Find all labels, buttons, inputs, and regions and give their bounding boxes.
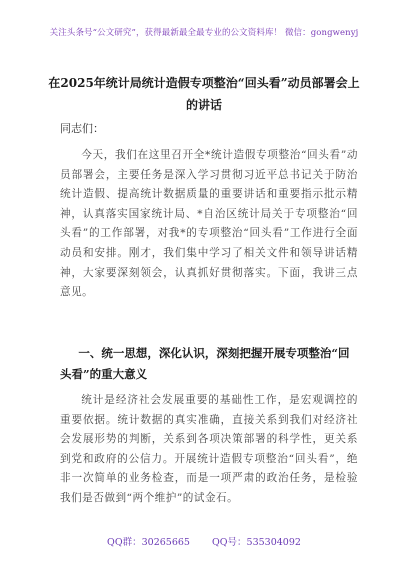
greeting: 同志们： (60, 122, 104, 135)
promo-banner: 关注头条号“公文研究”，获得最新最全最专业的公文资料库！ 微信：gongwenyj (49, 28, 359, 38)
qq-group-text: QQ群：30265665 (107, 537, 190, 548)
qq-number-text: QQ号：535304092 (211, 537, 301, 548)
body-paragraph-2: 统计是经济社会发展重要的基础性工作，是宏观调控的重要依据。统计数据的真实准确，直接关系到我们对经济社会发展形势的判断，关系到各项决策部署的科学性，更关系到党和政府的公信力。开展统计造假专项整治“回头看”，绝非一次简单的业务检查，而是一项严肃的政治任务，是检验我们是否做到“两个维护”的试金石。 (60, 394, 358, 504)
section-heading-1: 一、统一思想，深化认识，深刻把握开展专项整治“回头看”的重大意义 (60, 346, 350, 381)
footer-contact (0, 534, 408, 548)
body-paragraph-1: 今天，我们在这里召开全*统计造假专项整治“回头看”动员部署会，主要任务是深入学习贯彻习近平总书记关于防治统计造假、提高统计数据质量的重要讲话和重要指示批示精神，认真落实国家统计局、*自治区统计局关于专项整治“回头看”的工作部署，对我*的专项整治“回头看”工作进行全面动员和安排。刚才，我们集中学习了相关文件和领导讲话精神，大家要深刻领会，认真抓好贯彻落实。下面，我讲三点意见。 (60, 149, 358, 299)
document-title: 在2025年统计局统计造假专项整治“回头看”动员部署会上的讲话 (48, 76, 360, 112)
